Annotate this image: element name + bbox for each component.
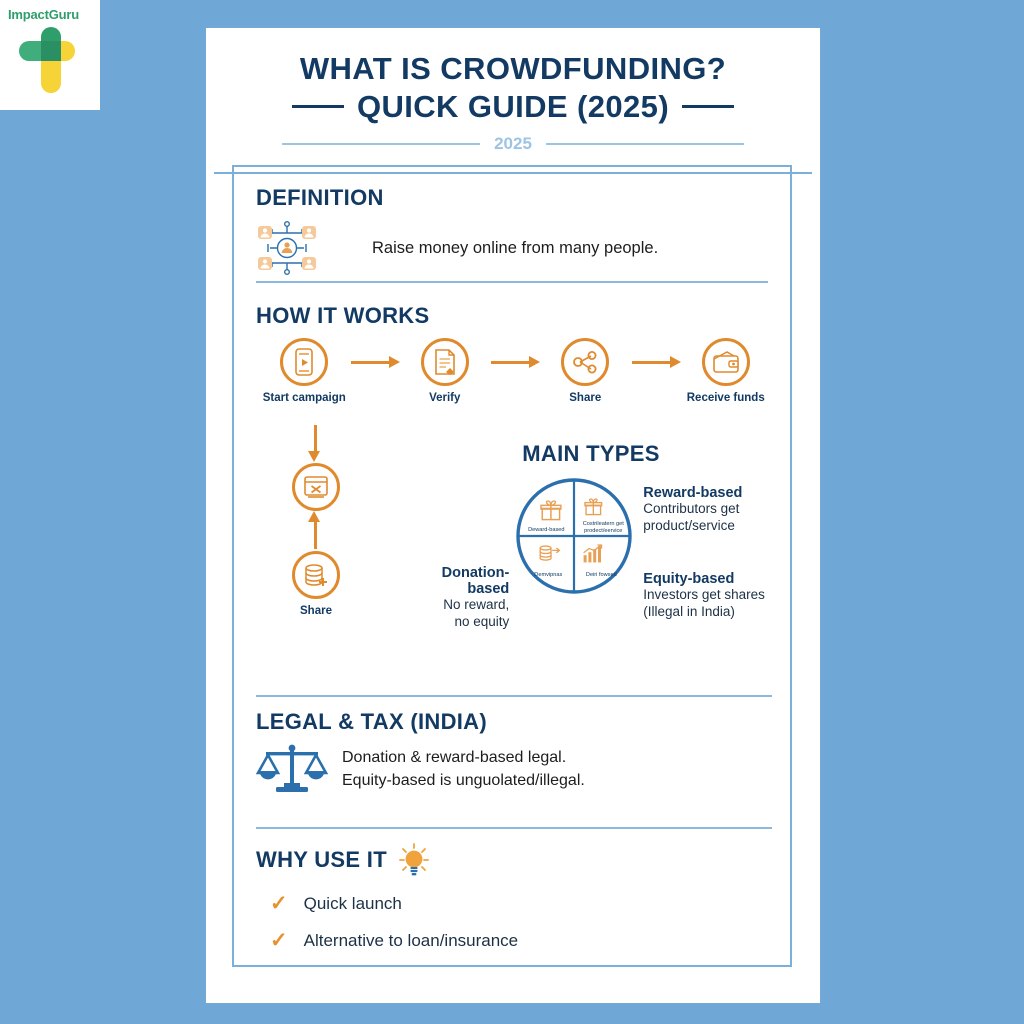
legal-tax-text [342,746,585,792]
section-title-how-it-works: HOW IT WORKS [256,303,430,328]
infographic-poster [206,28,820,1003]
legal-tax-line-2: Equity-based is unguolated/illegal. [342,772,585,789]
why-bullet-1 [256,893,772,914]
coins-plus-icon-ring [292,551,340,599]
branch-arrow-up [289,511,343,551]
type-equity-based [643,571,772,621]
type-desc-line-2: no equity [454,613,510,629]
share-nodes-icon-ring [561,338,609,386]
why-use-it-block [256,827,772,951]
section-title-definition: DEFINITION [256,185,384,210]
subtitle-rule-right [546,143,744,145]
bullet-text: Quick launch [303,893,402,913]
page-title-line-2-row [232,89,794,125]
type-desc-line-1: No reward, [443,597,510,612]
branch-arrow-down [289,423,343,463]
type-donation-based [410,477,515,631]
balance-scales-icon [256,741,328,797]
browser-x-icon-ring [292,463,340,511]
title-rule-left [292,105,344,108]
definition-text: Raise money online from many people. [372,238,659,257]
wallet-icon [712,350,740,374]
type-desc-line-2: product/service [643,517,735,533]
flow-step-verify [403,338,488,404]
why-bullet-2 [256,930,772,951]
flow-label: Share [569,392,602,404]
divider-after-definition [256,281,768,283]
green-yellow-cross-icon [19,27,81,93]
how-it-works-branch [256,423,376,617]
type-reward-based [643,485,772,535]
legal-tax-block [256,695,772,797]
section-title-main-types: MAIN TYPES [522,441,660,466]
share-nodes-icon [571,348,599,376]
flow-label: Start campaign [262,392,346,404]
mobile-play-icon-ring [280,338,328,386]
crowd-network-icon [256,219,318,277]
check-icon: ✓ [270,929,288,952]
flow-arrow-3 [628,338,684,386]
subtitle-rule-left [282,143,480,145]
wheel-label-1: Costrileatern get prodect/eervice [582,521,624,534]
flow-arrow-1 [347,338,403,386]
flow-arrow-2 [487,338,543,386]
wheel-label-0: Deward-based [528,527,565,533]
brand-logo-tile [0,0,100,110]
page-title-line-1: WHAT IS CROWDFUNDING? [299,51,727,86]
check-icon: ✓ [270,892,288,915]
types-spacer [643,535,772,571]
type-name: Reward-based [643,485,743,501]
mobile-play-icon [292,348,316,376]
poster-header [206,28,820,162]
type-desc-line-1: Contributors get [643,501,740,516]
how-it-works-flow [256,338,768,404]
flow-step-receive-funds [684,338,769,404]
main-types-wheel [515,477,633,595]
branch-step-share [289,551,343,617]
type-desc-line-1: Investors get shares [643,586,765,602]
wheel-label-2: Demvipnas [534,572,563,578]
divider-before-why [256,827,772,829]
document-check-icon [432,348,458,376]
subtitle-year: 2025 [494,133,532,153]
document-check-icon-ring [421,338,469,386]
main-types-layout [410,477,772,631]
wallet-icon-ring [702,338,750,386]
wheel-label-3: Deiri fowsed [585,572,617,578]
brand-wordmark: ImpactGuru [8,7,79,22]
poster-body [232,165,792,967]
legal-tax-row [256,741,772,797]
branch-step-browser [289,463,343,511]
divider-before-legal [256,695,772,697]
main-types-right-column [633,477,772,621]
subtitle-row [232,134,794,154]
type-name: Donation-based [441,565,510,597]
type-desc-line-2: (Illegal in India) [643,603,735,619]
lightbulb-icon [399,843,429,877]
section-title-why-use-it: WHY USE IT [256,847,387,872]
main-types-block [410,441,772,631]
type-name: Equity-based [643,570,735,587]
title-rule-right [682,105,734,108]
browser-x-icon [303,475,329,499]
flow-step-start-campaign [262,338,347,404]
definition-row [256,215,768,281]
flow-step-share [543,338,628,404]
section-title-legal-tax: LEGAL & TAX (INDIA) [256,709,487,734]
coins-plus-icon [303,562,329,588]
why-use-it-title-row [256,843,772,877]
page-title-line-2: QUICK GUIDE (2025) [356,88,670,124]
bullet-text: Alternative to loan/insurance [303,930,519,950]
branch-label-share: Share [300,605,332,617]
legal-tax-line-1: Donation & reward-based legal. [342,748,567,766]
flow-label: Receive funds [686,392,765,404]
flow-label: Verify [429,392,461,404]
